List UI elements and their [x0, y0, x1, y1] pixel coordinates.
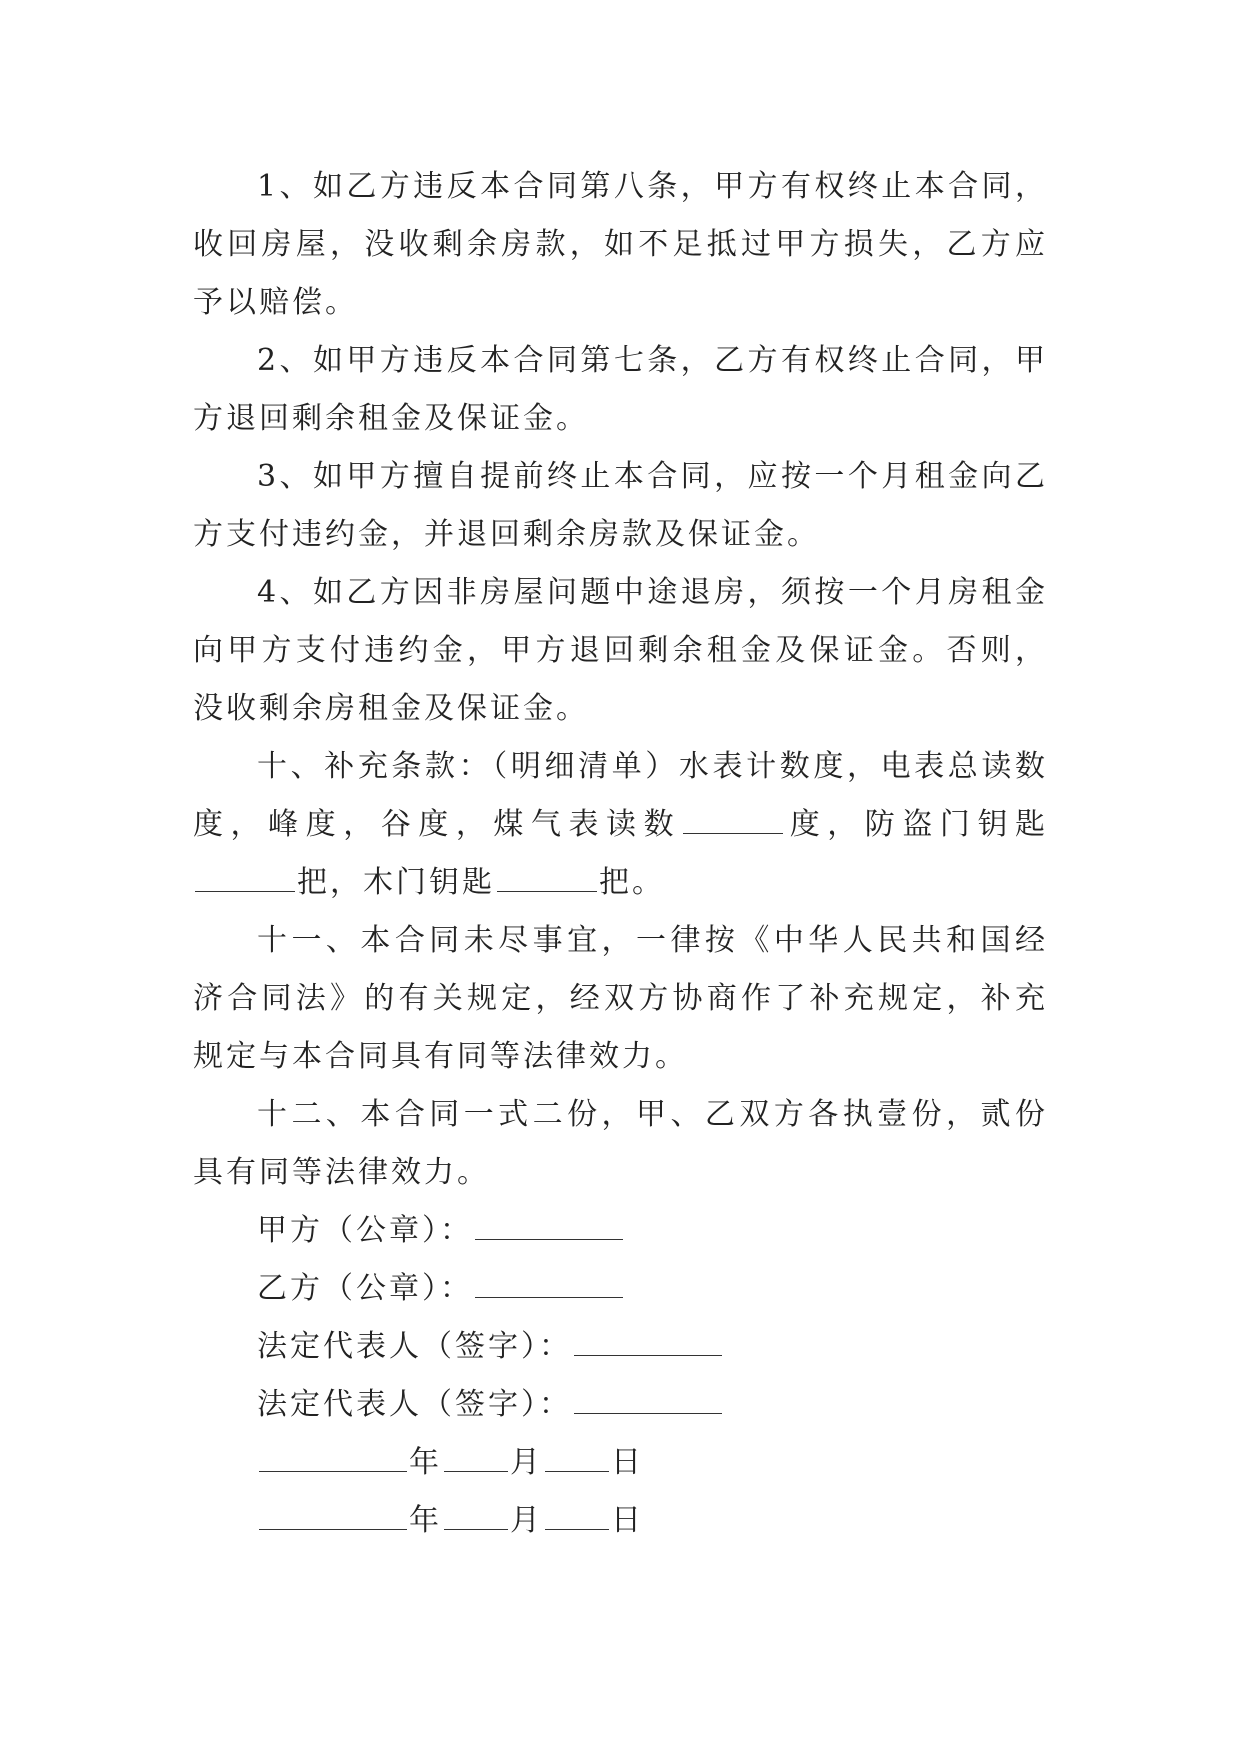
clause-9-item-4: 4、如乙方因非房屋问题中途退房，须按一个月房租金向甲方支付违约金，甲方退回剩余租金及保证金。否则，没收剩余房租金及保证金。 — [193, 575, 1048, 726]
date-2-year-blank[interactable] — [259, 1499, 407, 1530]
clause-9-item-1: 1、如乙方违反本合同第八条，甲方有权终止本合同，收回房屋，没收剩余房款，如不足抵过甲方损失，乙方应予以赔偿。 — [193, 169, 1048, 320]
date-2-day-label: 日 — [611, 1503, 644, 1538]
date-2-year-label: 年 — [409, 1503, 442, 1538]
date-1-year-label: 年 — [409, 1445, 442, 1480]
date-2-month-blank[interactable] — [444, 1499, 508, 1530]
signature-block — [193, 1202, 1048, 1550]
legal-rep-2-blank[interactable] — [574, 1383, 722, 1414]
legal-rep-1-blank[interactable] — [574, 1325, 722, 1356]
party-b-label: 乙方（公章）： — [257, 1271, 473, 1306]
party-a-blank[interactable] — [475, 1209, 623, 1240]
clause-10-text-4: 把。 — [599, 865, 665, 900]
date-2-month-label: 月 — [510, 1503, 543, 1538]
date-2-day-blank[interactable] — [545, 1499, 609, 1530]
clause-12: 十二、本合同一式二份，甲、乙双方各执壹份，贰份具有同等法律效力。 — [193, 1097, 1048, 1190]
clause-9-item-3: 3、如甲方擅自提前终止本合同，应按一个月租金向乙方支付违约金，并退回剩余房款及保证金。 — [193, 459, 1048, 552]
party-a-label: 甲方（公章）： — [257, 1213, 473, 1248]
date-line-2 — [257, 1492, 1048, 1550]
legal-rep-2-label: 法定代表人（签字）： — [257, 1387, 572, 1422]
wood-door-key-blank[interactable] — [497, 861, 597, 892]
party-b-line — [257, 1260, 1048, 1318]
clause-11: 十一、本合同未尽事宜，一律按《中华人民共和国经济合同法》的有关规定，经双方协商作了补充规定，补充规定与本合同具有同等法律效力。 — [193, 923, 1048, 1074]
clause-10-text-3: 把，木门钥匙 — [297, 865, 495, 900]
legal-rep-2-line — [257, 1376, 1048, 1434]
date-1-day-blank[interactable] — [545, 1441, 609, 1472]
legal-rep-1-line — [257, 1318, 1048, 1376]
party-b-blank[interactable] — [475, 1267, 623, 1298]
date-1-year-blank[interactable] — [259, 1441, 407, 1472]
gas-meter-blank[interactable] — [683, 803, 783, 834]
clause-9-item-2: 2、如甲方违反本合同第七条，乙方有权终止合同，甲方退回剩余租金及保证金。 — [193, 343, 1048, 436]
clause-10-supplementary — [193, 738, 1048, 912]
security-door-key-blank[interactable] — [195, 861, 295, 892]
date-1-day-label: 日 — [611, 1445, 644, 1480]
date-1-month-blank[interactable] — [444, 1441, 508, 1472]
party-a-line — [257, 1202, 1048, 1260]
clause-10-text-1: 十、补充条款：（明细清单）水表计数度，电表总读数度，峰度，谷度，煤气表读数 — [193, 749, 1048, 842]
legal-rep-1-label: 法定代表人（签字）： — [257, 1329, 572, 1364]
date-1-month-label: 月 — [510, 1445, 543, 1480]
clause-10-text-2: 度，防盗门钥匙 — [785, 807, 1049, 842]
date-line-1 — [257, 1434, 1048, 1492]
document-page — [193, 158, 1048, 1550]
